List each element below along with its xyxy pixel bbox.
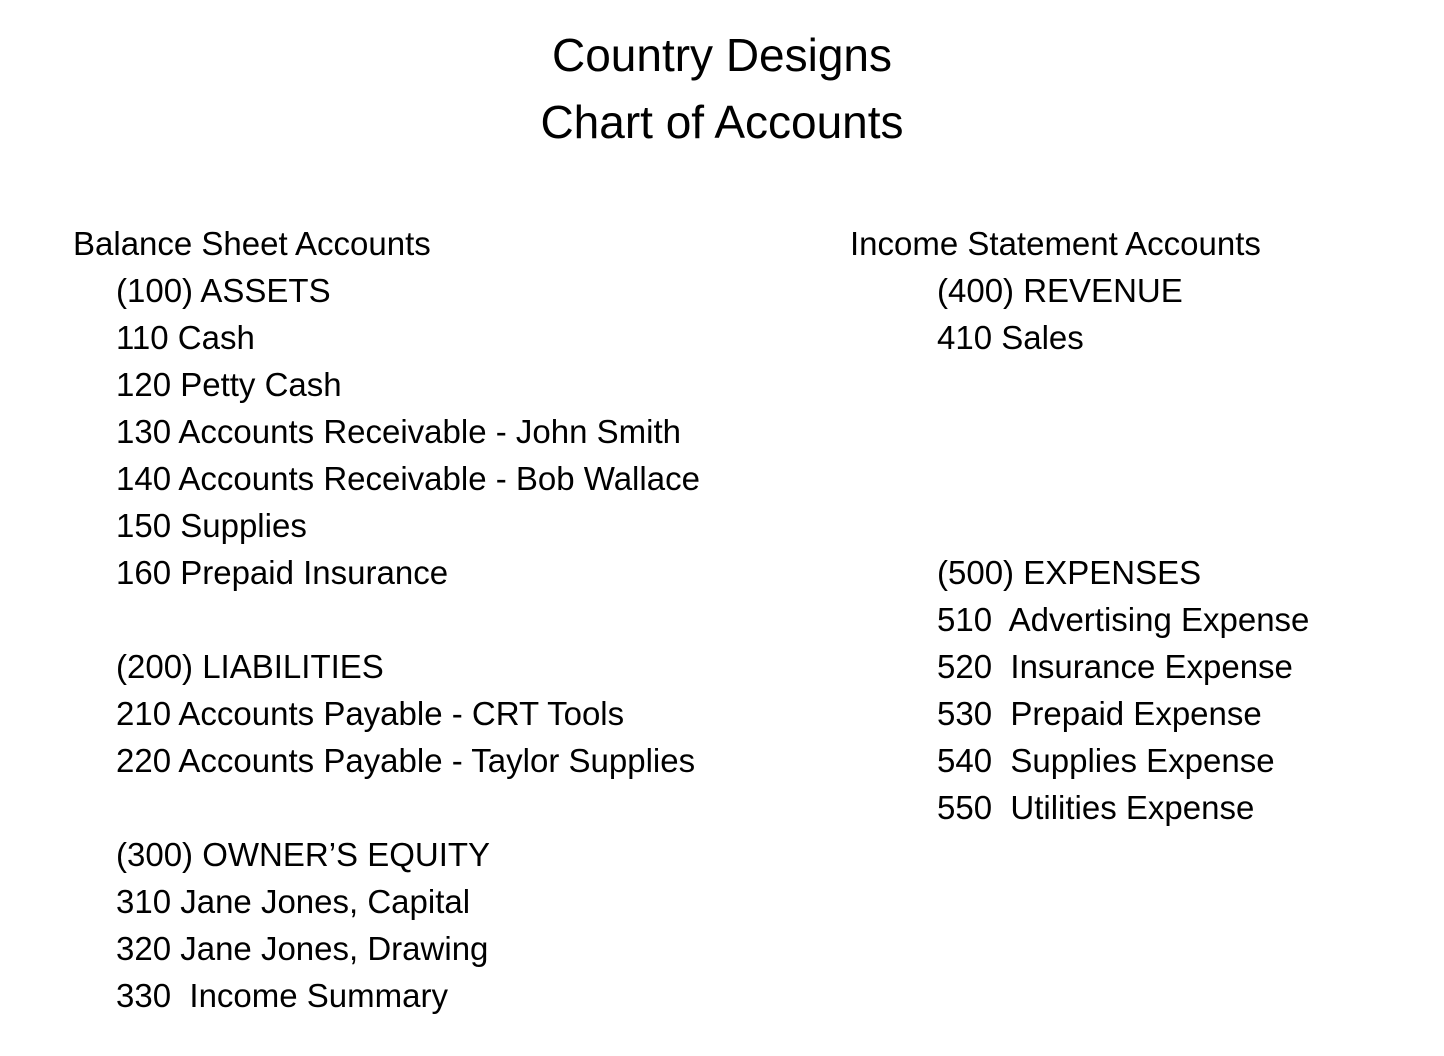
account-line: 220 Accounts Payable - Taylor Supplies [116,742,696,779]
blank-line [850,502,1309,549]
account-line: 210 Accounts Payable - CRT Tools [116,695,625,732]
account-line: 310 Jane Jones, Capital [116,883,471,920]
document-title [0,22,1444,156]
account-category-expenses: (500) EXPENSES [937,554,1202,591]
account-line: 330 Income Summary [116,977,448,1014]
blank-line [73,596,700,643]
account-line: 530 Prepaid Expense [937,695,1262,732]
account-category-liabilities: (200) LIABILITIES [116,648,384,685]
account-line: 110 Cash [116,319,255,356]
blank-line [850,361,1309,408]
account-line: 540 Supplies Expense [937,742,1275,779]
account-line: 510 Advertising Expense [937,601,1310,638]
company-name: Country Designs [551,29,893,81]
account-line: 140 Accounts Receivable - Bob Wallace [116,460,700,497]
page-title: Chart of Accounts [540,96,904,148]
income-statement-heading: Income Statement Accounts [850,225,1261,262]
account-category-assets: (100) ASSETS [116,272,331,309]
account-line: 120 Petty Cash [116,366,342,403]
account-line: 320 Jane Jones, Drawing [116,930,489,967]
balance-sheet-column [73,220,700,1019]
account-line: 150 Supplies [116,507,307,544]
blank-line [850,408,1309,455]
account-line: 520 Insurance Expense [937,648,1293,685]
blank-line [73,784,700,831]
account-line: 160 Prepaid Insurance [116,554,449,591]
account-category-revenue: (400) REVENUE [937,272,1183,309]
balance-sheet-heading: Balance Sheet Accounts [73,225,431,262]
income-statement-column [850,220,1309,831]
account-line: 550 Utilities Expense [937,789,1255,826]
account-line: 130 Accounts Receivable - John Smith [116,413,681,450]
account-category-owners-equity: (300) OWNER’S EQUITY [116,836,491,873]
account-line: 410 Sales [937,319,1084,356]
blank-line [850,455,1309,502]
